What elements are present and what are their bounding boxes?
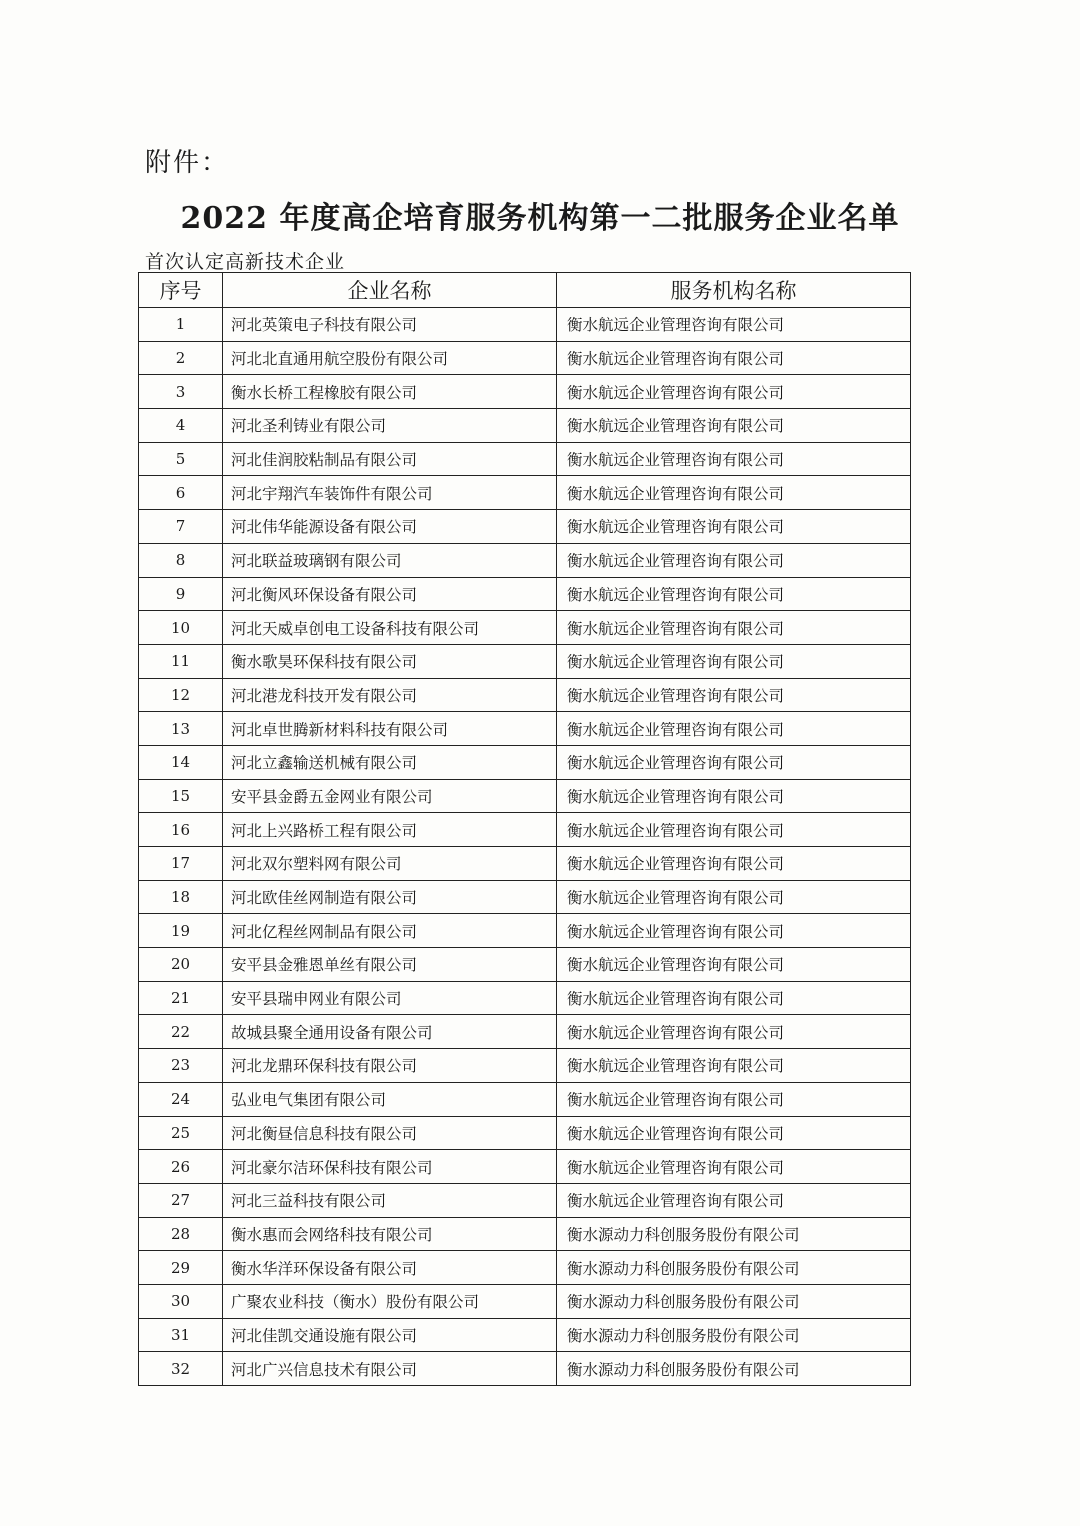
table-row [139,1251,911,1285]
table-row [139,577,911,611]
table-row [139,375,911,409]
agency-name: 衡水航远企业管理咨询有限公司 [557,341,911,375]
table-row [139,1049,911,1083]
agency-name: 衡水航远企业管理咨询有限公司 [557,678,911,712]
row-number: 16 [139,813,223,847]
table-row [139,1284,911,1318]
row-number: 12 [139,678,223,712]
row-number: 31 [139,1318,223,1352]
row-number: 13 [139,712,223,746]
table-row [139,948,911,982]
agency-name: 衡水源动力科创服务股份有限公司 [557,1251,911,1285]
company-name: 安平县瑞申网业有限公司 [223,981,557,1015]
row-number: 17 [139,847,223,881]
table-row [139,1183,911,1217]
row-number: 24 [139,1082,223,1116]
row-number: 19 [139,914,223,948]
row-number: 29 [139,1251,223,1285]
table-row [139,644,911,678]
agency-name: 衡水航远企业管理咨询有限公司 [557,644,911,678]
company-name: 弘业电气集团有限公司 [223,1082,557,1116]
agency-name: 衡水航远企业管理咨询有限公司 [557,981,911,1015]
company-name: 安平县金爵五金网业有限公司 [223,779,557,813]
table-header-row [139,273,911,308]
column-header-company: 企业名称 [223,273,557,308]
table-row [139,308,911,342]
agency-name: 衡水航远企业管理咨询有限公司 [557,1082,911,1116]
column-header-agency: 服务机构名称 [557,273,911,308]
attachment-label: 附件： [145,148,230,178]
table-body [139,308,911,1386]
row-number: 8 [139,543,223,577]
row-number: 5 [139,442,223,476]
company-name: 河北三益科技有限公司 [223,1183,557,1217]
company-name: 河北联益玻璃钢有限公司 [223,543,557,577]
row-number: 30 [139,1284,223,1318]
company-name: 河北豪尔洁环保科技有限公司 [223,1150,557,1184]
table-row [139,745,911,779]
agency-name: 衡水航远企业管理咨询有限公司 [557,914,911,948]
company-name: 河北港龙科技开发有限公司 [223,678,557,712]
company-name: 河北广兴信息技术有限公司 [223,1352,557,1386]
agency-name: 衡水航远企业管理咨询有限公司 [557,577,911,611]
row-number: 11 [139,644,223,678]
agency-name: 衡水源动力科创服务股份有限公司 [557,1318,911,1352]
agency-name: 衡水航远企业管理咨询有限公司 [557,543,911,577]
company-name: 河北英策电子科技有限公司 [223,308,557,342]
table-row [139,476,911,510]
agency-name: 衡水航远企业管理咨询有限公司 [557,745,911,779]
table-row [139,880,911,914]
company-name: 河北圣利铸业有限公司 [223,409,557,443]
company-name: 河北北直通用航空股份有限公司 [223,341,557,375]
agency-name: 衡水航远企业管理咨询有限公司 [557,375,911,409]
company-name: 河北双尔塑料网有限公司 [223,847,557,881]
table-row [139,611,911,645]
table-row [139,543,911,577]
agency-name: 衡水源动力科创服务股份有限公司 [557,1352,911,1386]
agency-name: 衡水航远企业管理咨询有限公司 [557,813,911,847]
company-name: 河北龙鼎环保科技有限公司 [223,1049,557,1083]
company-name: 河北佳润胶粘制品有限公司 [223,442,557,476]
table-row [139,1352,911,1386]
table-row [139,1217,911,1251]
row-number: 9 [139,577,223,611]
agency-name: 衡水航远企业管理咨询有限公司 [557,476,911,510]
company-name: 故城县聚全通用设备有限公司 [223,1015,557,1049]
row-number: 26 [139,1150,223,1184]
company-name: 河北衡昼信息科技有限公司 [223,1116,557,1150]
agency-name: 衡水航远企业管理咨询有限公司 [557,1183,911,1217]
company-name: 衡水歌昊环保科技有限公司 [223,644,557,678]
company-name: 河北立鑫输送机械有限公司 [223,745,557,779]
row-number: 14 [139,745,223,779]
table-row [139,813,911,847]
company-name: 河北衡风环保设备有限公司 [223,577,557,611]
row-number: 23 [139,1049,223,1083]
agency-name: 衡水航远企业管理咨询有限公司 [557,1049,911,1083]
company-name: 安平县金雅恩单丝有限公司 [223,948,557,982]
company-name: 河北亿程丝网制品有限公司 [223,914,557,948]
company-name: 河北欧佳丝网制造有限公司 [223,880,557,914]
table-row [139,1082,911,1116]
row-number: 7 [139,510,223,544]
table-row [139,678,911,712]
company-name: 河北伟华能源设备有限公司 [223,510,557,544]
row-number: 1 [139,308,223,342]
table-row [139,442,911,476]
row-number: 25 [139,1116,223,1150]
agency-name: 衡水航远企业管理咨询有限公司 [557,510,911,544]
row-number: 32 [139,1352,223,1386]
table-row [139,847,911,881]
agency-name: 衡水航远企业管理咨询有限公司 [557,847,911,881]
company-table [138,272,911,1386]
row-number: 2 [139,341,223,375]
row-number: 20 [139,948,223,982]
company-name: 河北上兴路桥工程有限公司 [223,813,557,847]
agency-name: 衡水航远企业管理咨询有限公司 [557,779,911,813]
section-label: 首次认定高新技术企业 [145,251,346,273]
table-row [139,1318,911,1352]
agency-name: 衡水航远企业管理咨询有限公司 [557,611,911,645]
table-row [139,1150,911,1184]
agency-name: 衡水航远企业管理咨询有限公司 [557,308,911,342]
agency-name: 衡水航远企业管理咨询有限公司 [557,1015,911,1049]
company-name: 衡水长桥工程橡胶有限公司 [223,375,557,409]
agency-name: 衡水航远企业管理咨询有限公司 [557,1116,911,1150]
table-row [139,779,911,813]
company-name: 衡水惠而会网络科技有限公司 [223,1217,557,1251]
row-number: 15 [139,779,223,813]
agency-name: 衡水航远企业管理咨询有限公司 [557,442,911,476]
table-row [139,409,911,443]
table-row [139,914,911,948]
agency-name: 衡水源动力科创服务股份有限公司 [557,1284,911,1318]
agency-name: 衡水航远企业管理咨询有限公司 [557,1150,911,1184]
company-name: 衡水华洋环保设备有限公司 [223,1251,557,1285]
table-row [139,981,911,1015]
table-row [139,510,911,544]
row-number: 10 [139,611,223,645]
company-name: 河北天威卓创电工设备科技有限公司 [223,611,557,645]
table-row [139,1116,911,1150]
table-row [139,1015,911,1049]
table-row [139,341,911,375]
row-number: 3 [139,375,223,409]
agency-name: 衡水航远企业管理咨询有限公司 [557,409,911,443]
row-number: 6 [139,476,223,510]
agency-name: 衡水航远企业管理咨询有限公司 [557,712,911,746]
agency-name: 衡水航远企业管理咨询有限公司 [557,948,911,982]
row-number: 22 [139,1015,223,1049]
column-header-number: 序号 [139,273,223,308]
row-number: 4 [139,409,223,443]
row-number: 21 [139,981,223,1015]
company-name: 河北宇翔汽车装饰件有限公司 [223,476,557,510]
company-name: 河北卓世腾新材料科技有限公司 [223,712,557,746]
row-number: 28 [139,1217,223,1251]
row-number: 27 [139,1183,223,1217]
agency-name: 衡水航远企业管理咨询有限公司 [557,880,911,914]
company-name: 广聚农业科技（衡水）股份有限公司 [223,1284,557,1318]
page-title: 2022 年度高企培育服务机构第一二批服务企业名单 [180,201,900,236]
row-number: 18 [139,880,223,914]
agency-name: 衡水源动力科创服务股份有限公司 [557,1217,911,1251]
table-row [139,712,911,746]
company-name: 河北佳凯交通设施有限公司 [223,1318,557,1352]
